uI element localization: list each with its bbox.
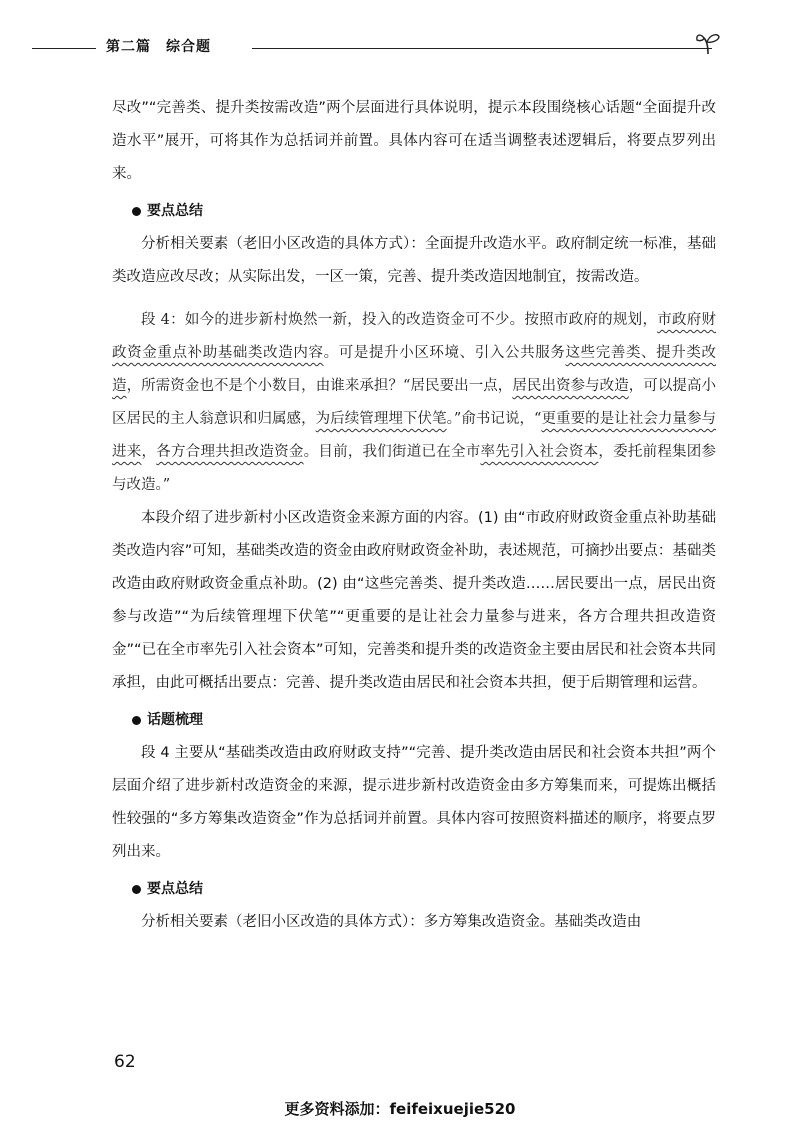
paragraph: 尽改”“完善类、提升类按需改造”两个层面进行具体说明，提示本段围绕核心话题“全面提升改造水平”展开，可将其作为总括词并前置。具体内容可在适当调整表述逻辑后，将要点罗列出来。 <box>112 100 716 182</box>
source-material <box>112 304 716 502</box>
bullet-dot-icon <box>132 716 141 725</box>
material-text: ，所需资金也不是个小数目，由谁来承担？“居民要出一点， <box>126 378 513 394</box>
key-phrase: 各方合理共担改造资金 <box>156 444 304 460</box>
sprout-icon <box>694 28 722 56</box>
key-phrase: 更重要的是让社会力量参与进来 <box>112 411 717 460</box>
material-text: 。”俞书记说，“ <box>446 411 542 427</box>
key-phrase: 率先引入社会资本 <box>480 444 599 460</box>
bullet-label: 要点总结 <box>147 881 203 897</box>
bullet-heading <box>132 195 716 228</box>
key-phrase: 这些完善类、提升类改造 <box>112 345 717 394</box>
paragraph: 分析相关要素（老旧小区改造的具体方式）：全面提升改造水平。政府制定统一标准，基础类改造应改尽改；从实际出发，一区一策，完善、提升类改造因地制宜，按需改造。 <box>112 236 716 285</box>
material-text: ， <box>141 444 157 460</box>
key-phrase: 为后续管理埋下伏笔 <box>315 411 447 427</box>
bullet-dot-icon <box>132 207 141 216</box>
material-text: 。可是提升小区环境、引入公共服务 <box>323 345 566 361</box>
bullet-label: 话题梳理 <box>147 712 203 728</box>
page-body <box>112 92 716 939</box>
footer-note: 更多资料添加：feifeixuejie520 <box>284 1100 516 1118</box>
paragraph: 本段介绍了进步新村小区改造资金来源方面的内容。(1) 由“市政府财政资金重点补助基础类改造内容”可知，基础类改造的资金由政府财政资金补助，表述规范，可摘抄出要点：基础类改造由政府财政资金重点补助。(2) 由“这些完善类、提升类改造……居民要出一点，居民出资参与改造”“为后续管理埋下伏笔”“更重要的是让社会力量参与进来，各方合理共担改造资金”“已在全市率先引入社会资本”可知，完善类和提升类的改造资金主要由居民和社会资本共同承担，由此可概括出要点：完善、提升类改造由居民和社会资本共担，便于后期管理和运营。 <box>112 510 716 691</box>
page-number: 62 <box>114 1052 136 1072</box>
bullet-dot-icon <box>132 885 141 894</box>
key-phrase: 市政府财政资金重点补助基础类改造内容 <box>112 312 716 361</box>
bullet-heading <box>132 704 716 737</box>
material-text: 段 4：如今的进步新村焕然一新，投入的改造资金可不少。按照市政府的规划， <box>141 312 658 328</box>
material-text: 。目前，我们街道已在全市 <box>303 444 481 460</box>
paragraph: 段 4 主要从“基础类改造由政府财政支持”“完善、提升类改造由居民和社会资本共担”两个层面介绍了进步新村改造资金的来源，提示进步新村改造资金由多方筹集而来，可提炼出概括性较强的“多方筹集改造资金”作为总括词并前置。具体内容可按照资料描述的顺序，将要点罗列出来。 <box>112 745 716 860</box>
material-text: ，可以提高小区居民的主人翁意识和归属感， <box>112 378 717 427</box>
header-rule-left <box>32 48 96 49</box>
header-rule-right <box>252 48 712 49</box>
bullet-label: 要点总结 <box>147 203 203 219</box>
bullet-heading <box>132 873 716 906</box>
material-text: ，委托前程集团参与改造。” <box>112 444 717 493</box>
key-phrase: 居民出资参与改造 <box>512 378 629 394</box>
section-title: 第二篇 综合题 <box>106 39 211 55</box>
page-header <box>32 36 722 58</box>
paragraph: 分析相关要素（老旧小区改造的具体方式）：多方筹集改造资金。基础类改造由 <box>141 914 642 930</box>
